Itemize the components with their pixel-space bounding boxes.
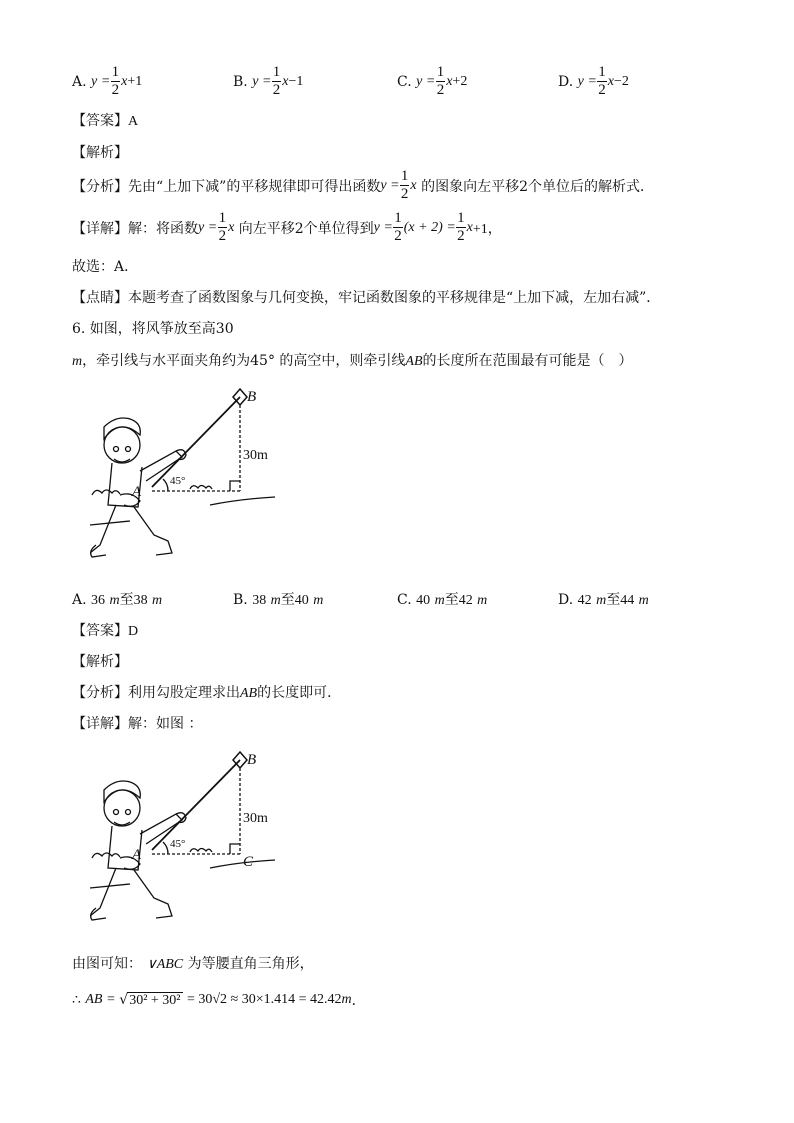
q6-stem-line1: 6. 如图，将风筝放至高30 [72,321,234,337]
angle-label: 45° [170,475,186,487]
q5-analysis-label: 【解析】 [72,145,128,161]
q6-option-b: B. 38 m至40 m [233,592,324,608]
point-c-label: C [243,854,254,870]
q5-detail: 【详解】 解：将函数 y = $\frac{1}{2}$ x 向左平移2个单位得到 y = $\frac{1}{2}$ (x + 2) = $\frac{1}{2}$ x +1， [72,210,502,244]
q6-option-d: D. 42 m至44 m [558,592,649,608]
q5-choose: 故选：A． [72,259,139,275]
kite-figure-1 [90,385,280,570]
q5-fenxi: 【分析】 先由“上加下减”的平移规律即可得出函数 y = $\frac{1}{2}$ x 的图象向左平移2个单位后的解析式． [72,168,654,202]
point-b-label: B [247,752,257,768]
q5-option-c: C. y = $\frac{1}{2}$ x +2 [397,64,468,98]
height-label: 30m [243,811,268,826]
kite-figure-2 [90,748,280,933]
angle-label: 45° [170,838,186,850]
q6-analysis-label: 【解析】 [72,654,128,670]
point-a-label: A [132,484,142,500]
q6-calculation: ∴ AB = √ 30² + 30² = 30√2 ≈ 30×1.414 = 42.42 m ． [72,992,366,1009]
fraction: $\frac{1}{2}$ [111,64,120,98]
q6-option-a: A. 36 m至38 m [72,592,163,608]
q6-fenxi: 【分析】利用勾股定理求出AB的长度即可． [72,685,342,701]
q5-dianjing: 【点睛】本题考查了函数图象与几何变换，牢记函数图象的平移规律是“上加下减，左加右减”． [72,290,661,306]
q6-detail: 【详解】解：如图 ： [72,716,203,732]
q6-option-c: C. 40 m至42 m [397,592,488,608]
q5-option-a: A. y = $\frac{1}{2}$ x +1 [72,64,143,98]
sqrt-expression: 30² + 30² [129,992,181,1008]
q6-conclusion: 由图可知： ∨ABC 为等腰直角三角形， [72,956,314,972]
height-label: 30m [243,448,268,463]
point-b-label: B [247,389,257,405]
q5-answer: 【答案】A [72,113,139,129]
q6-stem-line2: m，牵引线与水平面夹角约为45° 的高空中，则牵引线AB的长度所在范围最有可能是（ ） [72,353,633,369]
q5-option-d: D. y = $\frac{1}{2}$ x −2 [558,64,629,98]
q6-answer: 【答案】D [72,623,139,639]
q5-option-b: B. y = $\frac{1}{2}$ x −1 [233,64,304,98]
point-a-label: A [132,847,142,863]
